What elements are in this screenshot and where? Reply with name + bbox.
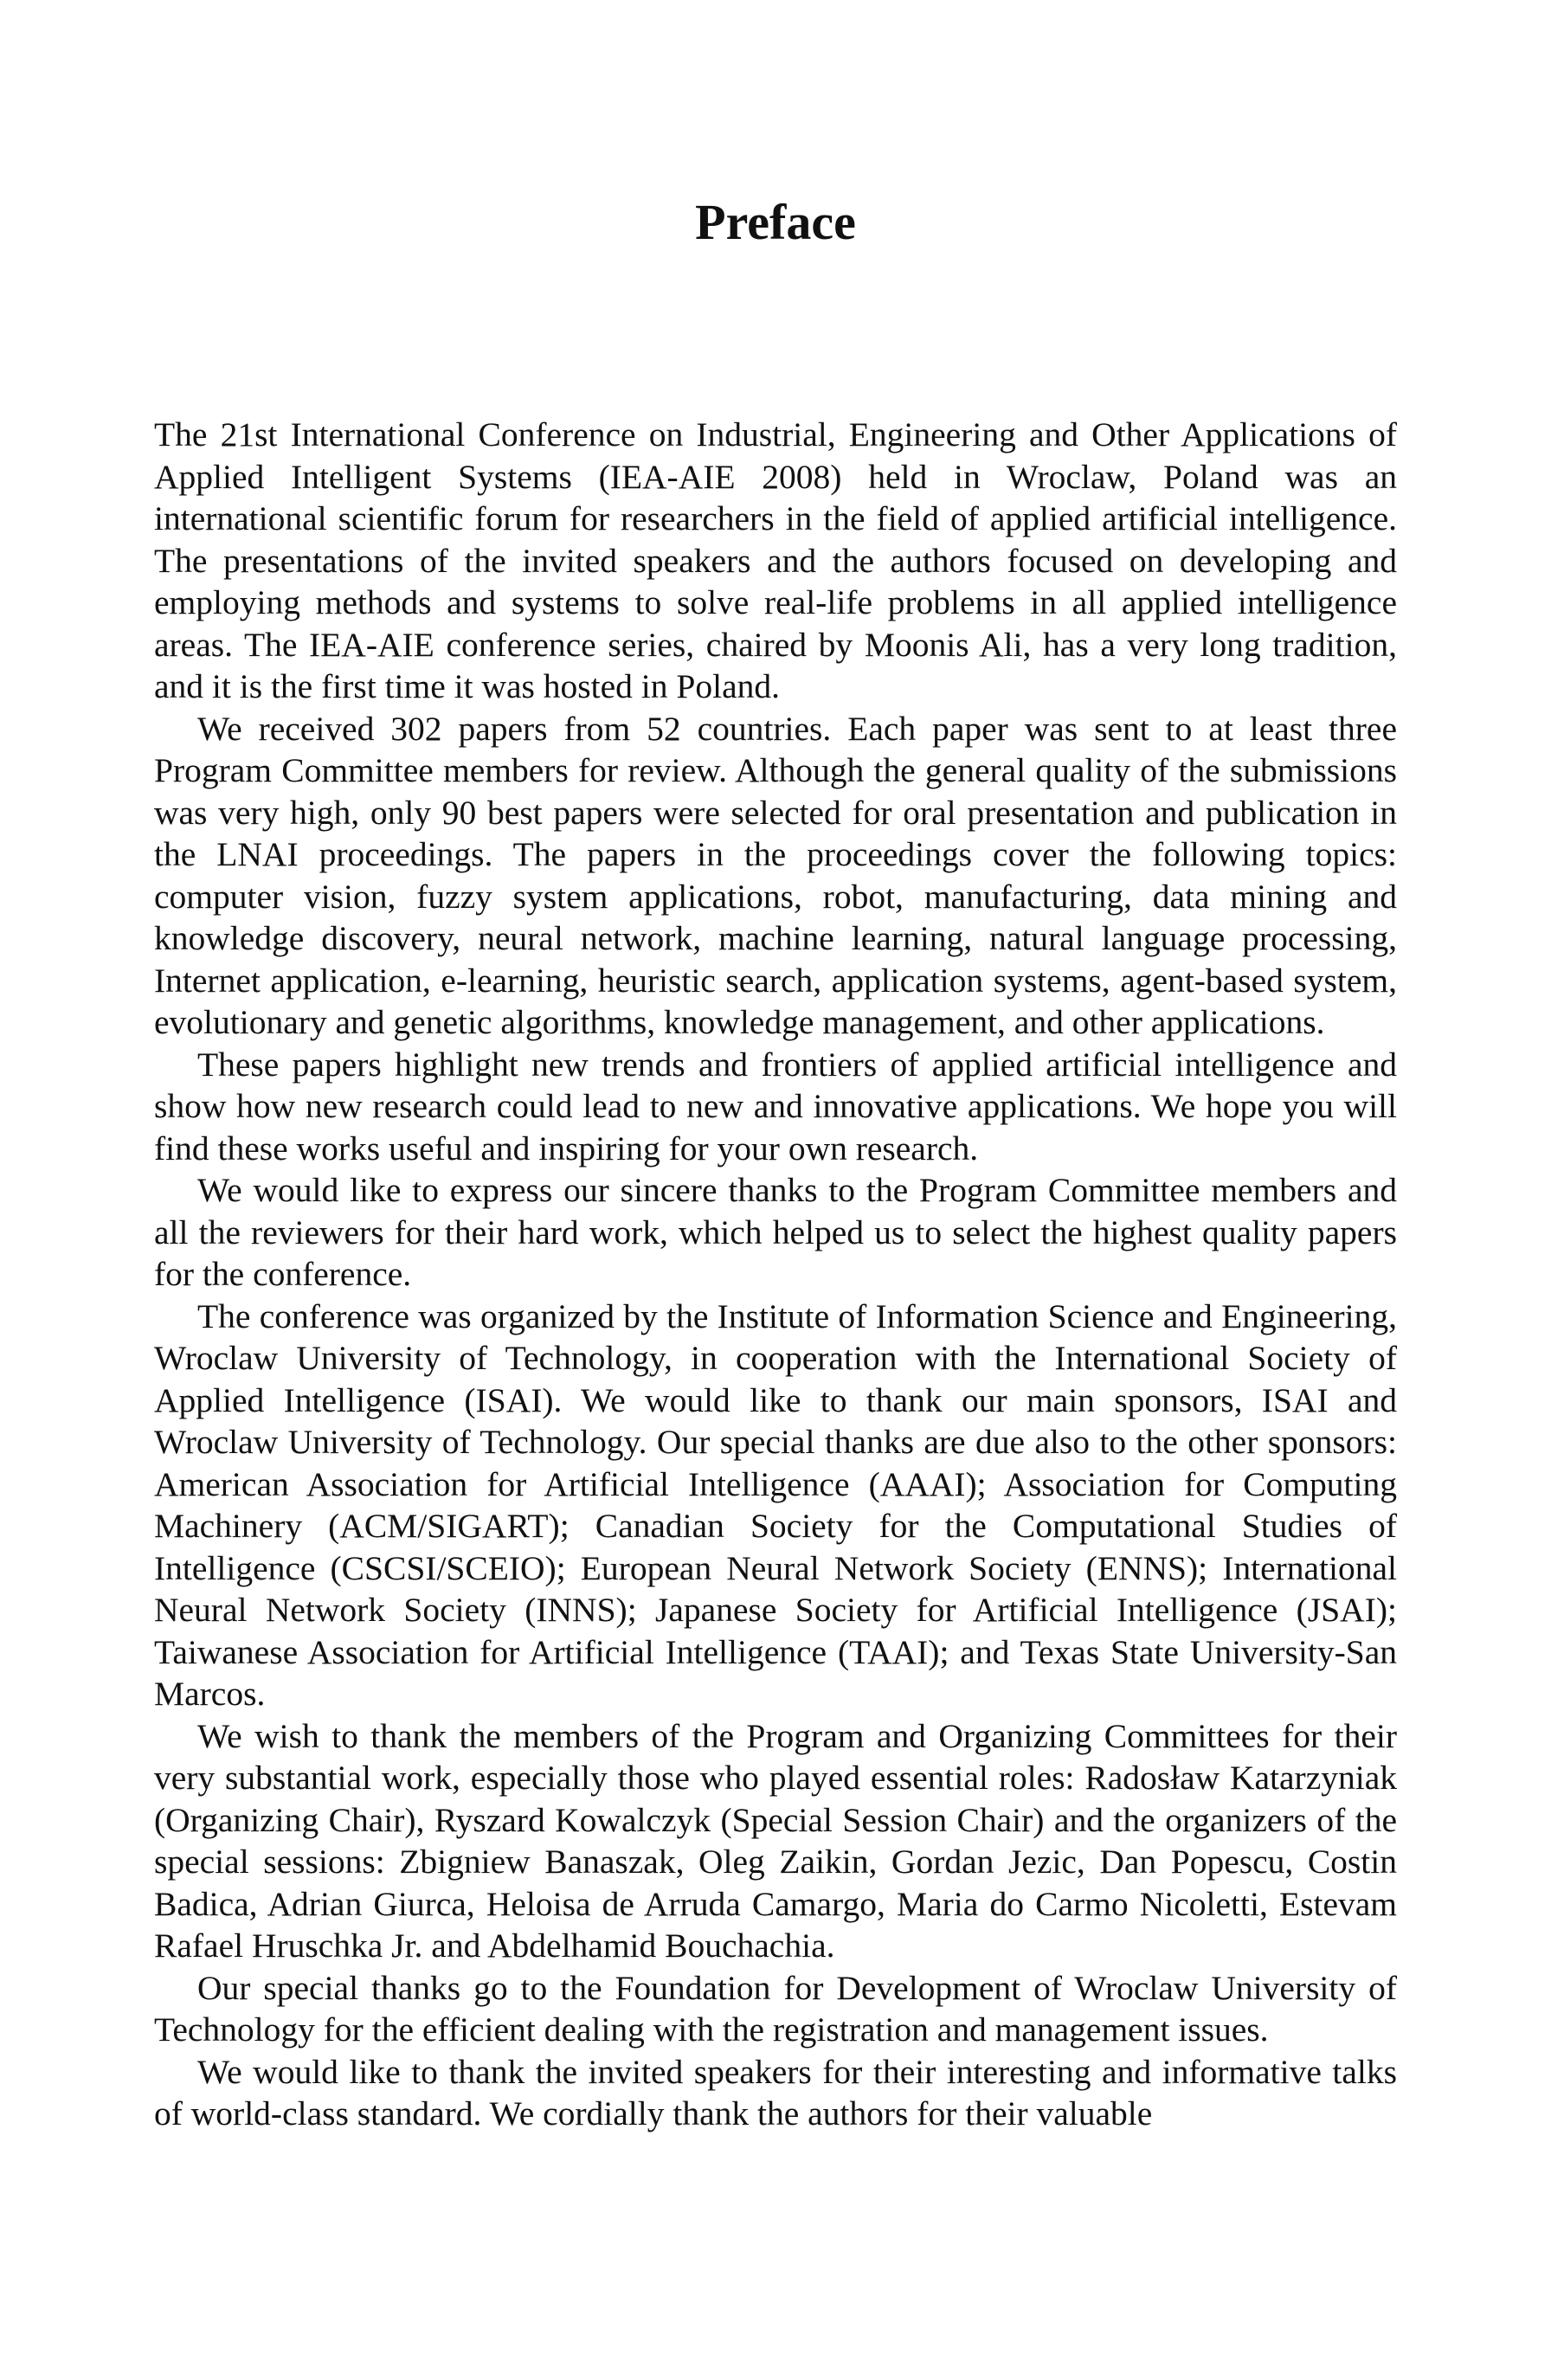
paragraph-foundation-thanks: Our special thanks go to the Foundation for Development of Wroclaw University of Technology for the efficient dealing with the registration and management issues. [154,1968,1397,2049]
paragraph-submissions: We received 302 papers from 52 countries. Each paper was sent to at least three Program Committee members for review. Although the general quality of the submissions was very high, only 90 best papers were selected for oral presentation and publication in the LNAI proceedings. The papers in the proceedings cover the following topics: computer vision, fuzzy system applications, robot, manufacturing, data mining and knowledge discovery, neural network, machine learning, natural language processing, Internet application, e-learning, heuristic search, application systems, agent-based system, evolutionary and genetic algorithms, knowledge management, and other applications. [154,709,1397,1041]
preface-body [154,414,1397,2135]
paragraph-intro: The 21st International Conference on Industrial, Engineering and Other Applications of Applied Intelligent Systems (IEA-AIE 2008) held in Wroclaw, Poland was an international scientific forum for researchers in the field of applied artificial intelligence. The presentations of the invited speakers and the authors focused on developing and employing methods and systems to solve real-life problems in all applied intelligence areas. The IEA-AIE conference series, chaired by Moonis Ali, has a very long tradition, and it is the first time it was hosted in Poland. [154,415,1397,705]
paragraph-organizers-sponsors: The conference was organized by the Institute of Information Science and Engineering, Wroclaw University of Technology, in cooperation with the International Society of Applied Intelligence (ISAI). We would like to thank our main sponsors, ISAI and Wroclaw University of Technology. Our special thanks are due also to the other sponsors: American Association for Artificial Intelligence (AAAI); Association for Computing Machinery (ACM/SIGART); Canadian Society for the Computational Studies of Intelligence (CSCSI/SCEIO); European Neural Network Society (ENNS); International Neural Network Society (INNS); Japanese Society for Artificial Intelligence (JSAI); Taiwanese Association for Artificial Intelligence (TAAI); and Texas State University-San Marcos. [154,1296,1397,1713]
paragraph-committee-thanks: We wish to thank the members of the Program and Organizing Committees for their very substantial work, especially those who played essential roles: Radosław Katarzyniak (Organizing Chair), Ryszard Kowalczyk (Special Session Chair) and the organizers of the special sessions: Zbigniew Banaszak, Oleg Zaikin, Gordan Jezic, Dan Popescu, Costin Badica, Adrian Giurca, Heloisa de Arruda Camargo, Maria do Carmo Nicoletti, Estevam Rafael Hruschka Jr. and Abdelhamid Bouchachia. [154,1716,1397,1965]
paragraph-speakers-thanks: We would like to thank the invited speakers for their interesting and informative talks of world-class standard. We cordially thank the authors for their valuable [154,2052,1397,2132]
paragraph-reviewer-thanks: We would like to express our sincere thanks to the Program Committee members and all the reviewers for their hard work, which helped us to select the highest quality papers for the conference. [154,1171,1397,1293]
paragraph-trends: These papers highlight new trends and frontiers of applied artificial intelligence and show how new research could lead to new and innovative applications. We hope you will find these works useful and inspiring for your own research. [154,1045,1397,1167]
page-title: Preface [695,194,856,250]
